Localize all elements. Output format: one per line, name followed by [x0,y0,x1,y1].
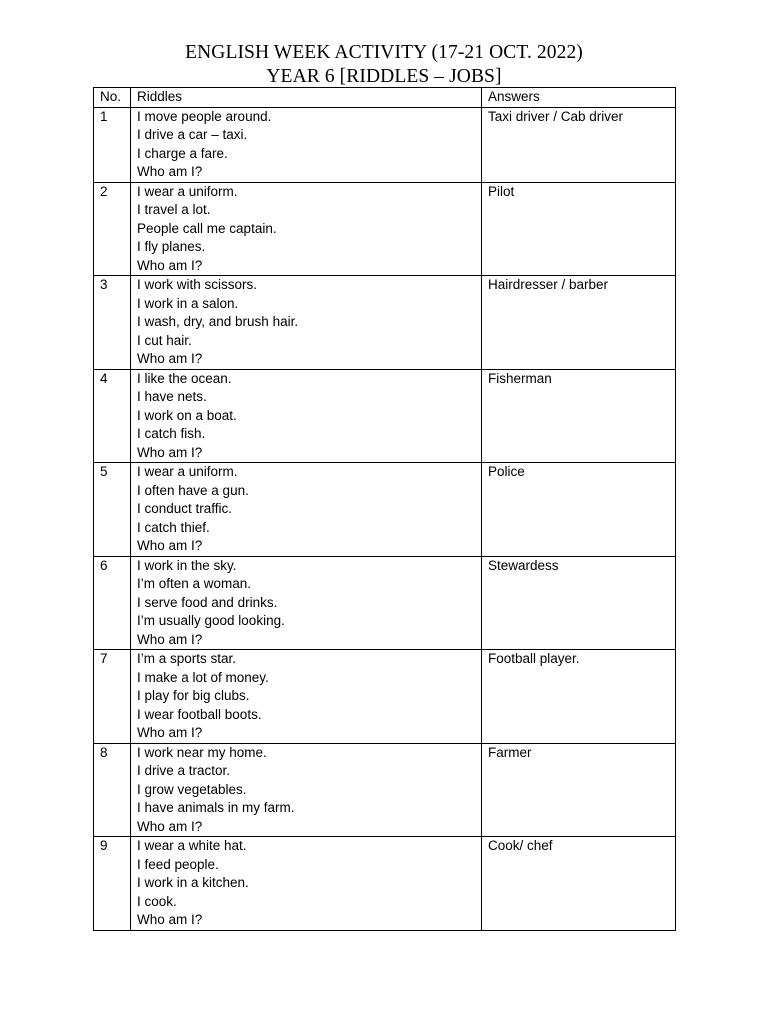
riddle-line: I’m usually good looking. [137,613,285,628]
table-row [94,182,676,276]
riddle-answer: Taxi driver / Cab driver [482,107,676,182]
riddle-text [131,107,482,182]
riddle-line: Who am I? [137,912,203,927]
document-title [0,41,768,89]
riddle-line: I serve food and drinks. [137,594,278,610]
riddle-number: 3 [94,276,131,370]
riddle-line: I’m a sports star. [137,651,237,666]
riddle-line: Who am I? [137,351,203,366]
riddle-line: I work near my home. [137,744,267,760]
riddle-line: I drive a car – taxi. [137,127,248,142]
riddle-line: Who am I? [137,444,203,460]
table-row [94,556,676,650]
riddle-answer: Stewardess [482,556,676,650]
table-header-row [94,88,676,108]
riddle-answer: Fisherman [482,369,676,463]
riddle-line: I’m often a woman. [137,576,252,591]
table-body [94,107,676,930]
riddle-line: I travel a lot. [137,202,211,217]
riddle-line: I work in the sky. [137,557,237,573]
riddle-number: 5 [94,463,131,557]
title-line-1: ENGLISH WEEK ACTIVITY (17-21 OCT. 2022) [185,42,583,63]
riddle-text [131,743,482,837]
riddle-answer: Football player. [482,650,676,744]
riddle-line: People call me captain. [137,220,277,236]
riddle-answer: Farmer [482,743,676,837]
riddle-text [131,650,482,744]
header-answers: Answers [482,88,676,108]
table-row [94,463,676,557]
riddle-number: 7 [94,650,131,744]
riddle-number: 4 [94,369,131,463]
riddle-line: I like the ocean. [137,370,232,386]
riddle-line: I work in a salon. [137,295,239,311]
riddle-line: I wash, dry, and brush hair. [137,314,299,329]
riddle-line: Who am I? [137,257,203,273]
riddle-line: I play for big clubs. [137,688,250,703]
riddle-line: I work in a kitchen. [137,875,249,890]
riddles-table [93,87,676,931]
riddle-line: I make a lot of money. [137,669,269,685]
riddle-line: I feed people. [137,856,219,872]
table-row [94,743,676,837]
riddle-line: I wear a uniform. [137,464,238,479]
riddle-answer: Cook/ chef [482,837,676,931]
riddle-line: I wear a uniform. [137,183,238,199]
riddle-text [131,463,482,557]
riddle-line: I catch thief. [137,519,210,535]
riddle-line: I wear football boots. [137,706,262,722]
table-row [94,650,676,744]
riddle-answer: Pilot [482,182,676,276]
riddle-line: I have animals in my farm. [137,800,295,815]
riddle-line: I grow vegetables. [137,781,247,797]
riddle-line: Who am I? [137,538,203,553]
riddle-line: I often have a gun. [137,482,249,498]
riddle-line: I drive a tractor. [137,763,231,778]
riddle-line: Who am I? [137,725,203,740]
header-riddles: Riddles [131,88,482,108]
riddle-line: Who am I? [137,631,203,647]
riddle-line: Who am I? [137,818,203,834]
riddle-line: I conduct traffic. [137,501,233,516]
riddle-line: I charge a fare. [137,145,228,161]
riddle-line: I work with scissors. [137,277,258,292]
riddle-number: 1 [94,107,131,182]
riddle-text [131,276,482,370]
riddle-text [131,369,482,463]
riddle-line: I cut hair. [137,332,192,348]
table-row [94,837,676,931]
riddle-line: I move people around. [137,108,272,124]
riddle-line: Who am I? [137,164,203,179]
riddle-number: 9 [94,837,131,931]
riddle-number: 6 [94,556,131,650]
riddle-line: I wear a white hat. [137,838,247,853]
riddle-number: 2 [94,182,131,276]
riddle-text [131,182,482,276]
riddle-number: 8 [94,743,131,837]
table-row [94,369,676,463]
riddle-text [131,837,482,931]
riddle-line: I catch fish. [137,426,206,441]
riddle-answer: Police [482,463,676,557]
riddle-text [131,556,482,650]
header-no: No. [94,88,131,108]
riddle-line: I work on a boat. [137,407,237,423]
table-row [94,107,676,182]
riddle-line: I have nets. [137,389,207,404]
title-line-2: YEAR 6 [RIDDLES – JOBS] [266,66,502,87]
table-row [94,276,676,370]
riddle-line: I fly planes. [137,239,206,254]
riddle-line: I cook. [137,893,177,909]
riddle-answer: Hairdresser / barber [482,276,676,370]
